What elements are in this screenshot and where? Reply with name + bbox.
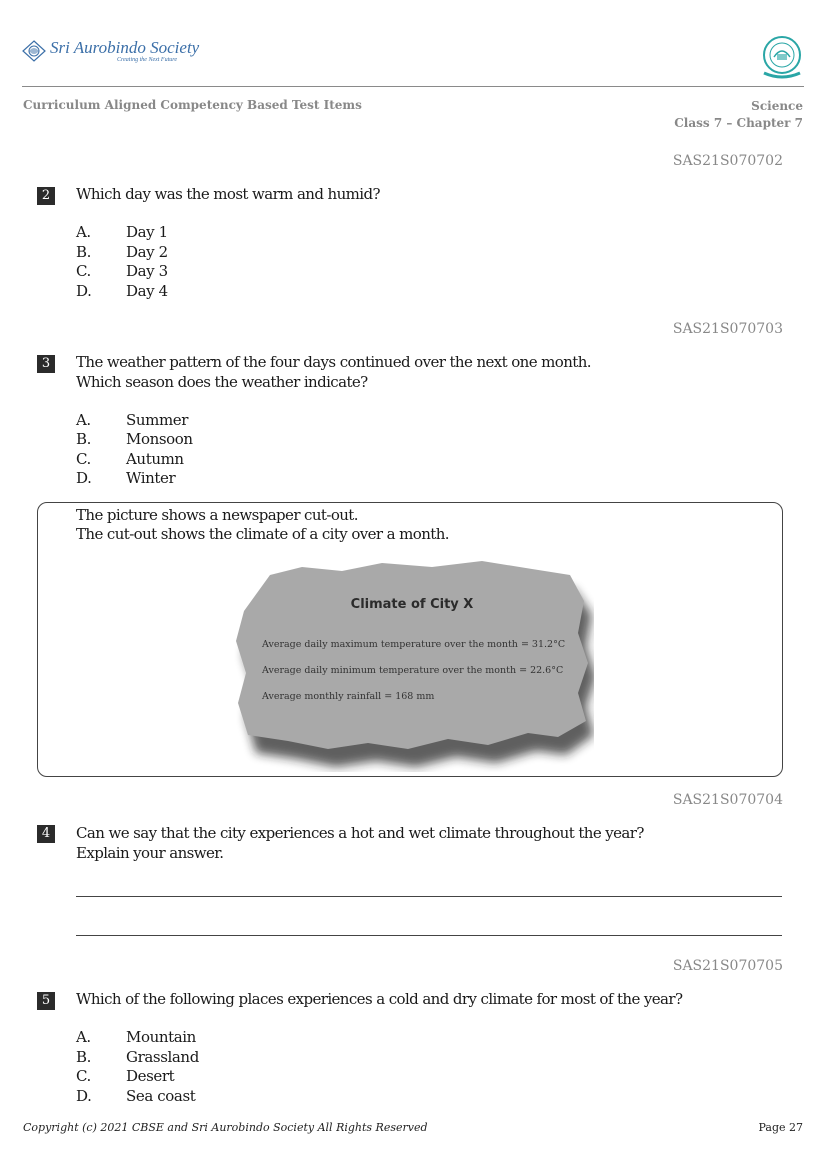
option[interactable]: [76, 262, 168, 282]
question-number: 2: [37, 187, 55, 205]
option-letter: C.: [76, 1067, 91, 1085]
question-text: Which season does the weather indicate?: [76, 373, 368, 391]
option[interactable]: [76, 430, 193, 450]
option[interactable]: [76, 1087, 195, 1107]
option-letter: A.: [76, 411, 91, 429]
option-text: Summer: [126, 411, 189, 429]
header-rule: [22, 86, 804, 87]
option[interactable]: [76, 1067, 174, 1087]
option[interactable]: [76, 1028, 196, 1048]
question-number: 3: [37, 355, 55, 373]
cutout-line: Average daily minimum temperature over the month = 22.6°C: [262, 665, 564, 676]
header-class-chapter: Class 7 – Chapter 7: [674, 116, 803, 130]
header-title: Curriculum Aligned Competency Based Test Items: [23, 98, 362, 112]
logo-tagline: Creating the Next Future: [117, 57, 178, 63]
option-letter: A.: [76, 223, 91, 241]
option[interactable]: [76, 411, 188, 431]
question-text: Which of the following places experiences a cold and dry climate for most of the year?: [76, 990, 683, 1008]
option-text: Autumn: [126, 450, 184, 468]
page-number: Page 27: [758, 1121, 803, 1134]
newspaper-cutout: [232, 557, 594, 772]
option-text: Desert: [126, 1067, 175, 1085]
option[interactable]: [76, 1048, 199, 1068]
question-number: 4: [37, 825, 55, 843]
item-code: SAS21S070705: [672, 958, 783, 974]
option-text: Day 3: [126, 262, 168, 280]
option-letter: B.: [76, 243, 91, 261]
item-code: SAS21S070702: [672, 153, 783, 169]
sas-logo: [22, 38, 200, 68]
option-text: Grassland: [126, 1048, 199, 1066]
header-subject: Science: [751, 99, 803, 113]
option[interactable]: [76, 282, 168, 302]
option-text: Monsoon: [126, 430, 193, 448]
question-text: Can we say that the city experiences a hot and wet climate throughout the year?: [76, 824, 644, 842]
paper-shape: [236, 561, 588, 749]
option-letter: D.: [76, 1087, 92, 1105]
lotus-icon: [22, 40, 46, 62]
cbse-emblem-icon: [760, 35, 804, 81]
option-text: Day 4: [126, 282, 168, 300]
item-code: SAS21S070703: [672, 321, 783, 337]
option-letter: C.: [76, 450, 91, 468]
cutout-line: Average monthly rainfall = 168 mm: [262, 691, 435, 702]
question-text: Explain your answer.: [76, 844, 224, 862]
option-letter: A.: [76, 1028, 91, 1046]
option-letter: B.: [76, 1048, 91, 1066]
cutout-title: Climate of City X: [350, 597, 474, 612]
question-text: The weather pattern of the four days continued over the next one month.: [76, 353, 591, 371]
option[interactable]: [76, 223, 168, 243]
option-text: Day 2: [126, 243, 168, 261]
option-letter: D.: [76, 469, 92, 487]
question-text: Which day was the most warm and humid?: [76, 185, 380, 203]
option-text: Mountain: [126, 1028, 196, 1046]
option-letter: C.: [76, 262, 91, 280]
context-text: The picture shows a newspaper cut-out.: [76, 506, 358, 524]
item-code: SAS21S070704: [672, 792, 783, 808]
context-text: The cut-out shows the climate of a city over a month.: [76, 525, 449, 543]
option-text: Winter: [126, 469, 176, 487]
option-text: Sea coast: [126, 1087, 196, 1105]
option[interactable]: [76, 469, 175, 489]
logo-name: Sri Aurobindo Society: [50, 38, 200, 57]
answer-line[interactable]: [76, 896, 782, 897]
option-letter: D.: [76, 282, 92, 300]
option[interactable]: [76, 450, 184, 470]
option-letter: B.: [76, 430, 91, 448]
option[interactable]: [76, 243, 168, 263]
footer-copyright: Copyright (c) 2021 CBSE and Sri Aurobindo Society All Rights Reserved: [23, 1121, 428, 1134]
question-number: 5: [37, 992, 55, 1010]
cutout-line: Average daily maximum temperature over the month = 31.2°C: [262, 639, 566, 650]
option-text: Day 1: [126, 223, 168, 241]
answer-line[interactable]: [76, 935, 782, 936]
